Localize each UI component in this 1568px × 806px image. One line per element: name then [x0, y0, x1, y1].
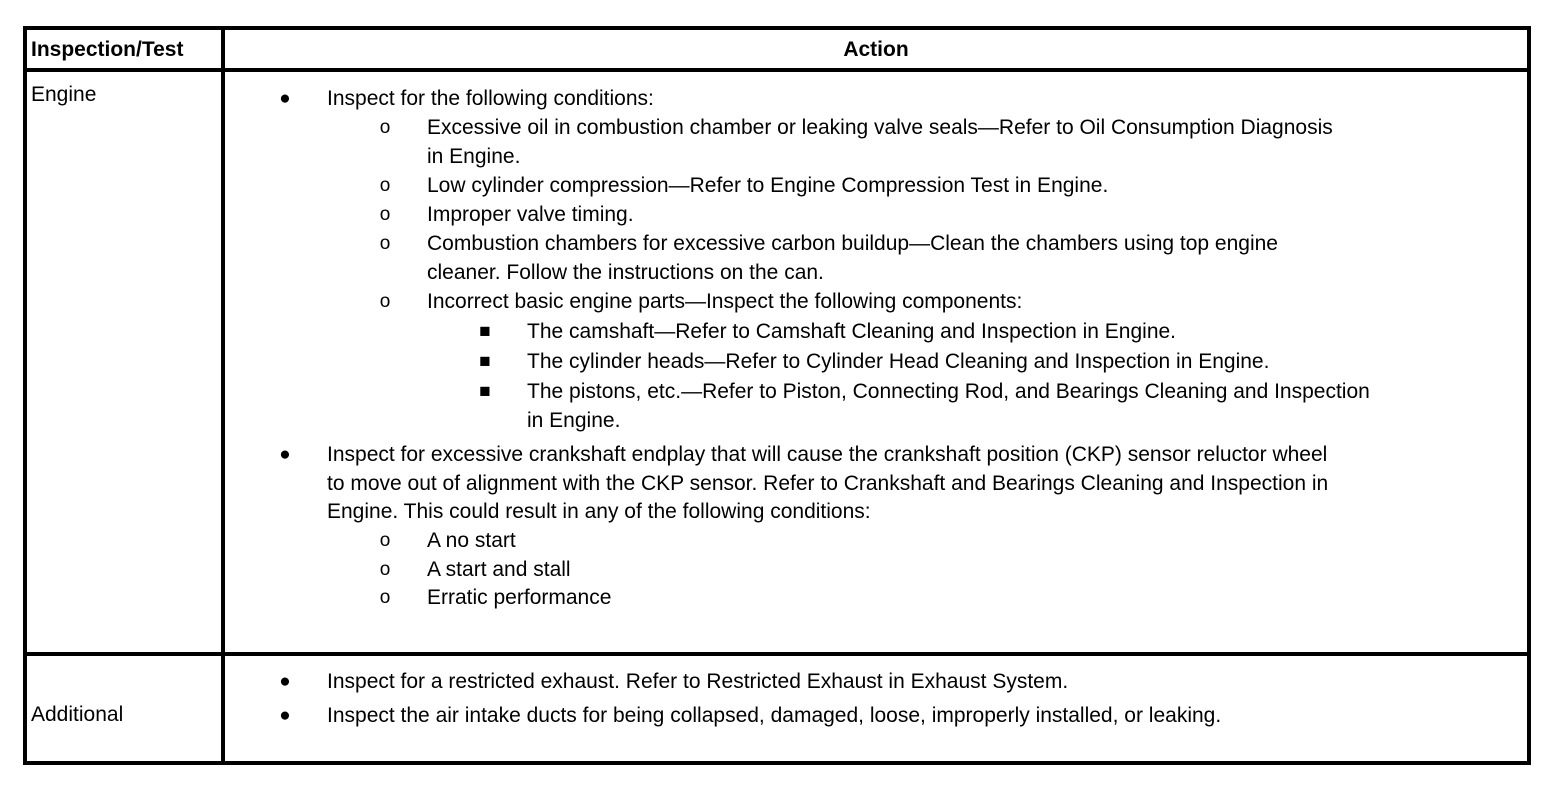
row-divider — [27, 652, 1527, 656]
square-marker: ■ — [479, 381, 491, 402]
list-item-text: Improper valve timing. — [427, 203, 634, 226]
header-divider — [27, 68, 1527, 72]
square-marker: ■ — [479, 351, 491, 372]
list-item-text: Inspect for the following conditions: — [327, 87, 654, 110]
header-inspection-test: Inspection/Test — [31, 38, 184, 61]
list-item-text: Inspect the air intake ducts for being collapsed, damaged, loose, improperly installed, or leaking. — [327, 704, 1222, 727]
square-marker: ■ — [479, 321, 491, 342]
list-item-text: The pistons, etc.—Refer to Piston, Connecting Rod, and Bearings Cleaning and Inspection — [527, 380, 1370, 403]
list-item-text: A no start — [427, 529, 516, 552]
list-item-text: Combustion chambers for excessive carbon buildup—Clean the chambers using top engine — [427, 232, 1278, 255]
bullet-marker: ● — [279, 671, 291, 692]
circle-marker: o — [379, 117, 391, 138]
list-item-text: A start and stall — [427, 558, 571, 581]
list-item-text: The camshaft—Refer to Camshaft Cleaning and Inspection in Engine. — [527, 320, 1177, 343]
list-item-text: Engine. This could result in any of the following conditions: — [327, 500, 871, 523]
list-item-text: Inspect for a restricted exhaust. Refer to Restricted Exhaust in Exhaust System. — [327, 670, 1069, 693]
circle-marker: o — [379, 587, 391, 608]
circle-marker: o — [379, 204, 391, 225]
circle-marker: o — [379, 291, 391, 312]
list-item-text: Erratic performance — [427, 586, 612, 609]
inspection-table — [23, 26, 1531, 765]
header-action: Action — [843, 38, 909, 61]
circle-marker: o — [379, 559, 391, 580]
circle-marker: o — [379, 530, 391, 551]
circle-marker: o — [379, 233, 391, 254]
list-item-text: to move out of alignment with the CKP sensor. Refer to Crankshaft and Bearings Cleaning and Inspection in — [327, 472, 1329, 495]
row-label-engine: Engine — [31, 83, 97, 106]
list-item-text: Low cylinder compression—Refer to Engine Compression Test in Engine. — [427, 174, 1109, 197]
row-label-additional: Additional — [31, 703, 124, 726]
bullet-marker: ● — [279, 705, 291, 726]
list-item-text: The cylinder heads—Refer to Cylinder Head Cleaning and Inspection in Engine. — [527, 350, 1270, 373]
list-item-text: Excessive oil in combustion chamber or leaking valve seals—Refer to Oil Consumption Diagnosis — [427, 116, 1333, 139]
bullet-marker: ● — [279, 88, 291, 109]
circle-marker: o — [379, 175, 391, 196]
list-item-text: Inspect for excessive crankshaft endplay that will cause the crankshaft position (CKP) sensor reluctor wheel — [327, 443, 1328, 466]
list-item-text: in Engine. — [527, 409, 621, 432]
list-item-text: Incorrect basic engine parts—Inspect the following components: — [427, 290, 1023, 313]
list-item-text: cleaner. Follow the instructions on the can. — [427, 261, 824, 284]
list-item-text: in Engine. — [427, 145, 521, 168]
bullet-marker: ● — [279, 444, 291, 465]
